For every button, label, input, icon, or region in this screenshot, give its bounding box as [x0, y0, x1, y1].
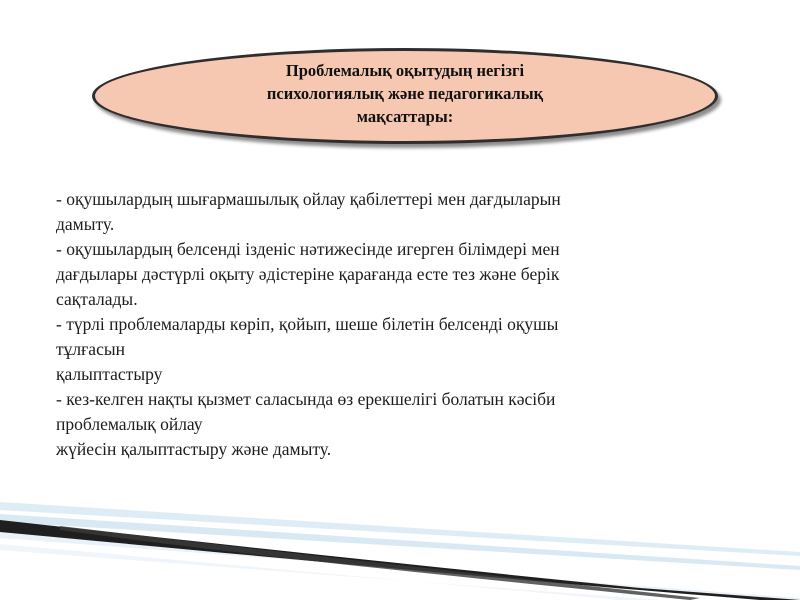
- decorative-swoosh: [0, 480, 800, 600]
- body-line: - кез-келген нақты қызмет саласында өз ерекшелігі болатын кәсіби: [56, 389, 556, 409]
- body-line: - түрлі проблемаларды көріп, қойып, шеше білетін белсенді оқушы: [56, 314, 559, 334]
- body-line: дағдылары дәстүрлі оқыту әдістеріне қарағанда есте тез және берік: [56, 264, 560, 284]
- title-line-1: Проблемалық оқытудың негізгі: [285, 61, 525, 80]
- body-line: қалыптастыру: [56, 364, 163, 384]
- slide-title: [150, 59, 660, 128]
- body-line: жүйесін қалыптастыру және дамыту.: [56, 439, 332, 459]
- title-line-2: психологиялық және педагогикалық: [266, 84, 544, 103]
- body-line: тұлғасын: [56, 339, 125, 359]
- title-line-3: мақсаттары:: [356, 107, 454, 126]
- body-line: - оқушылардың белсенді ізденіс нәтижесінде игерген білімдері мен: [56, 239, 560, 259]
- body-line: - оқушылардың шығармашылық ойлау қабілеттері мен дағдыларын: [56, 189, 561, 209]
- body-line: дамыту.: [56, 214, 115, 234]
- body-line: сақталады.: [56, 289, 138, 309]
- body-line: проблемалық ойлау: [56, 414, 203, 434]
- body-text: [56, 187, 736, 462]
